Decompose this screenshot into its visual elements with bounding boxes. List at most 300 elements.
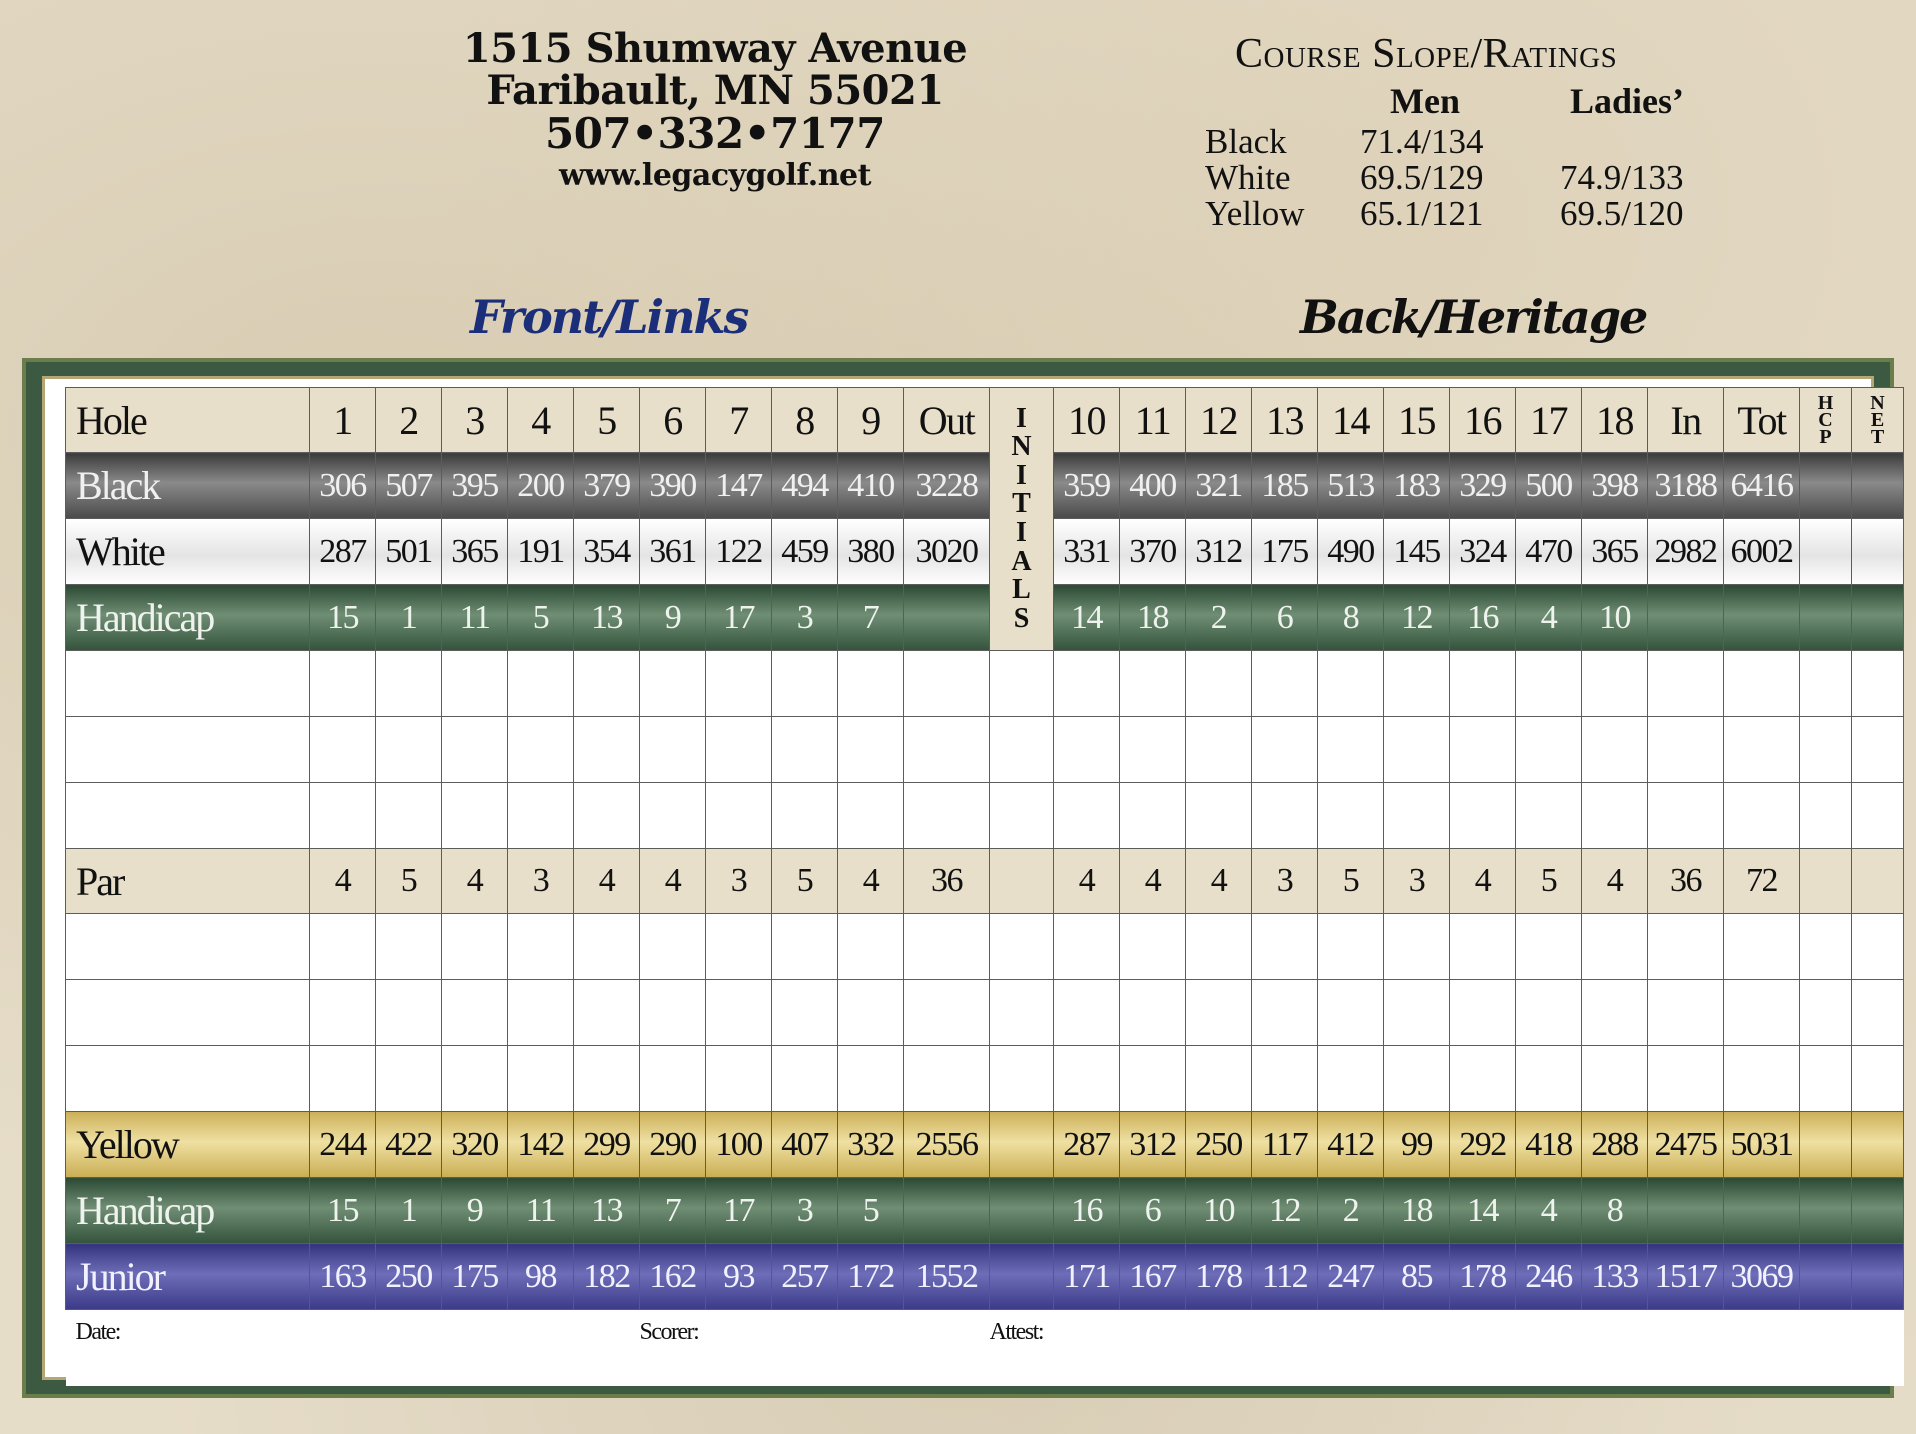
yardage-cell: 4 (640, 849, 706, 914)
score-cell (838, 717, 904, 783)
score-cell (310, 914, 376, 980)
score-cell (1516, 980, 1582, 1046)
score-cell (574, 980, 640, 1046)
score-cell (1852, 980, 1904, 1046)
score-cell (990, 783, 1054, 849)
score-cell (508, 1046, 574, 1112)
score-row (66, 980, 1904, 1046)
rating-row-black (1200, 122, 1720, 161)
score-cell (310, 980, 376, 1046)
in-total (1648, 1178, 1724, 1244)
yardage-cell: 380 (838, 519, 904, 585)
hole-number: 8 (772, 388, 838, 453)
in-label: In (1648, 388, 1724, 453)
out-total: 36 (904, 849, 990, 914)
score-cell (66, 914, 310, 980)
yardage-cell: 10 (1582, 585, 1648, 651)
score-cell (66, 783, 310, 849)
tee-name: Yellow (1205, 194, 1305, 233)
score-cell (1384, 651, 1450, 717)
phone: 507•332•7177 (545, 109, 885, 158)
yardage-cell: 290 (640, 1112, 706, 1178)
scorer-field (640, 1310, 990, 1387)
hole-number: 16 (1450, 388, 1516, 453)
score-cell (1516, 783, 1582, 849)
score-cell (990, 651, 1054, 717)
yardage-cell: 4 (838, 849, 904, 914)
score-cell (640, 717, 706, 783)
yardage-cell: 3 (1252, 849, 1318, 914)
score-cell (904, 980, 990, 1046)
men-rating: 65.1/121 (1360, 194, 1484, 233)
in-total: 2475 (1648, 1112, 1724, 1178)
yardage-cell: 244 (310, 1112, 376, 1178)
back-nine-title: Back/Heritage (1300, 290, 1647, 344)
score-cell (838, 1046, 904, 1112)
yardage-cell: 329 (1450, 453, 1516, 519)
yardage-cell: 175 (442, 1244, 508, 1310)
yardage-cell: 257 (772, 1244, 838, 1310)
score-cell (376, 980, 442, 1046)
row-label: Handicap (66, 585, 310, 651)
score-cell (640, 1046, 706, 1112)
score-row (66, 783, 1904, 849)
score-cell (1450, 980, 1516, 1046)
score-cell (1516, 914, 1582, 980)
scorecard-table (65, 387, 1904, 1386)
yardage-cell: 178 (1450, 1244, 1516, 1310)
score-cell (1054, 651, 1120, 717)
net-cell (1852, 585, 1904, 651)
net-cell (1852, 453, 1904, 519)
score-cell (376, 651, 442, 717)
ladies-rating: 69.5/120 (1560, 194, 1684, 233)
yardage-cell: 5 (508, 585, 574, 651)
out-label: Out (904, 388, 990, 453)
yardage-cell: 3 (706, 849, 772, 914)
score-cell (1852, 1046, 1904, 1112)
hole-number: 3 (442, 388, 508, 453)
in-total: 3188 (1648, 453, 1724, 519)
yardage-cell: 200 (508, 453, 574, 519)
score-cell (706, 1046, 772, 1112)
score-cell (442, 717, 508, 783)
score-cell (1318, 1046, 1384, 1112)
score-cell (66, 717, 310, 783)
score-cell (1852, 651, 1904, 717)
hole-number: 13 (1252, 388, 1318, 453)
yardage-cell: 112 (1252, 1244, 1318, 1310)
yardage-cell: 98 (508, 1244, 574, 1310)
yardage-cell: 185 (1252, 453, 1318, 519)
yardage-cell: 390 (640, 453, 706, 519)
yardage-cell: 365 (442, 519, 508, 585)
mens-handicap-row (66, 585, 1904, 651)
hole-row (66, 388, 1904, 453)
score-cell (1186, 914, 1252, 980)
score-cell (640, 914, 706, 980)
hole-number: 10 (1054, 388, 1120, 453)
yardage-cell: 13 (574, 585, 640, 651)
score-cell (706, 651, 772, 717)
score-cell (442, 651, 508, 717)
row-label: Par (66, 849, 310, 914)
score-cell (904, 1046, 990, 1112)
score-cell (640, 980, 706, 1046)
score-cell (1252, 980, 1318, 1046)
ladies-label: Ladies’ (1570, 81, 1685, 121)
initials-cell (990, 1178, 1054, 1244)
score-cell (1582, 980, 1648, 1046)
score-row (66, 717, 1904, 783)
score-cell (1120, 914, 1186, 980)
score-cell (442, 783, 508, 849)
score-cell (706, 717, 772, 783)
yardage-cell: 162 (640, 1244, 706, 1310)
yardage-cell: 5 (772, 849, 838, 914)
net-cell (1852, 1244, 1904, 1310)
score-cell (838, 783, 904, 849)
yardage-cell: 17 (706, 585, 772, 651)
yardage-cell: 247 (1318, 1244, 1384, 1310)
yardage-cell: 4 (1186, 849, 1252, 914)
yardage-cell: 122 (706, 519, 772, 585)
yardage-cell: 171 (1054, 1244, 1120, 1310)
hole-number: 18 (1582, 388, 1648, 453)
yardage-cell: 17 (706, 1178, 772, 1244)
handicap-cell (1800, 1112, 1852, 1178)
street: 1515 Shumway Avenue (462, 25, 968, 72)
yardage-cell: 292 (1450, 1112, 1516, 1178)
yardage-cell: 16 (1054, 1178, 1120, 1244)
score-cell (838, 914, 904, 980)
score-cell (1252, 717, 1318, 783)
yardage-cell: 15 (310, 585, 376, 651)
row-label: Junior (66, 1244, 310, 1310)
score-cell (1120, 980, 1186, 1046)
score-cell (508, 980, 574, 1046)
yardage-cell: 407 (772, 1112, 838, 1178)
score-cell (1186, 783, 1252, 849)
yardage-cell: 287 (1054, 1112, 1120, 1178)
yardage-cell: 175 (1252, 519, 1318, 585)
score-cell (1318, 783, 1384, 849)
yardage-cell: 8 (1318, 585, 1384, 651)
initials-cell (990, 1244, 1054, 1310)
yardage-cell: 422 (376, 1112, 442, 1178)
yardage-cell: 85 (1384, 1244, 1450, 1310)
scorer-label: Scorer: (639, 1319, 699, 1345)
grand-total: 3069 (1724, 1244, 1800, 1310)
yardage-cell: 321 (1186, 453, 1252, 519)
attest-label: Attest: (989, 1319, 1043, 1345)
yardage-cell: 4 (1516, 585, 1582, 651)
score-cell (1450, 651, 1516, 717)
yardage-cell: 5 (1516, 849, 1582, 914)
score-cell (1186, 717, 1252, 783)
yardage-cell: 10 (1186, 1178, 1252, 1244)
score-cell (1852, 717, 1904, 783)
yardage-cell: 379 (574, 453, 640, 519)
yardage-cell: 16 (1450, 585, 1516, 651)
score-cell (508, 783, 574, 849)
yardage-cell: 6 (1252, 585, 1318, 651)
hole-number: 6 (640, 388, 706, 453)
men-rating: 71.4/134 (1360, 122, 1484, 161)
score-cell (1800, 914, 1852, 980)
score-cell (1318, 651, 1384, 717)
tee-name: Black (1205, 122, 1287, 161)
yardage-cell: 410 (838, 453, 904, 519)
score-row (66, 651, 1904, 717)
score-cell (1800, 717, 1852, 783)
ratings-title: Course Slope/Ratings (1235, 31, 1618, 77)
score-cell (1120, 783, 1186, 849)
yardage-cell: 12 (1384, 585, 1450, 651)
score-cell (1450, 783, 1516, 849)
score-cell (1852, 914, 1904, 980)
yardage-cell: 6 (1120, 1178, 1186, 1244)
handicap-cell (1800, 849, 1852, 914)
yardage-cell: 172 (838, 1244, 904, 1310)
score-cell (1450, 914, 1516, 980)
yardage-cell: 9 (442, 1178, 508, 1244)
score-cell (1724, 783, 1800, 849)
score-cell (1516, 717, 1582, 783)
score-cell (1648, 717, 1724, 783)
score-cell (904, 914, 990, 980)
score-cell (1384, 980, 1450, 1046)
out-total: 1552 (904, 1244, 990, 1310)
scorecard-inner (42, 376, 1885, 1380)
score-cell (574, 1046, 640, 1112)
score-cell (990, 717, 1054, 783)
score-cell (772, 914, 838, 980)
score-cell (706, 980, 772, 1046)
grand-total (1724, 585, 1800, 651)
score-cell (1450, 717, 1516, 783)
score-cell (1054, 717, 1120, 783)
score-cell (66, 980, 310, 1046)
score-cell (1648, 651, 1724, 717)
yardage-cell: 13 (574, 1178, 640, 1244)
yardage-cell: 490 (1318, 519, 1384, 585)
score-cell (838, 651, 904, 717)
handicap-cell (1800, 1244, 1852, 1310)
score-cell (1648, 783, 1724, 849)
row-label: Handicap (66, 1178, 310, 1244)
course-slope-ratings (1200, 30, 1720, 233)
score-cell (772, 717, 838, 783)
score-cell (1252, 651, 1318, 717)
out-total (904, 585, 990, 651)
score-cell (442, 1046, 508, 1112)
front-nine-title: Front/Links (470, 290, 748, 344)
yardage-cell: 299 (574, 1112, 640, 1178)
ladies-handicap-row (66, 1178, 1904, 1244)
score-cell (990, 980, 1054, 1046)
score-cell (1186, 1046, 1252, 1112)
net-cell (1852, 849, 1904, 914)
yardage-cell: 99 (1384, 1112, 1450, 1178)
yardage-cell: 133 (1582, 1244, 1648, 1310)
initials-cell (990, 849, 1054, 914)
score-cell (1186, 980, 1252, 1046)
date-label: Date: (75, 1319, 120, 1345)
yardage-cell: 4 (1120, 849, 1186, 914)
yardage-cell: 320 (442, 1112, 508, 1178)
score-cell (640, 651, 706, 717)
yardage-cell: 459 (772, 519, 838, 585)
score-cell (904, 783, 990, 849)
yardage-cell: 513 (1318, 453, 1384, 519)
yardage-cell: 354 (574, 519, 640, 585)
in-total: 2982 (1648, 519, 1724, 585)
handicap-column-label: H C P (1800, 388, 1852, 453)
handicap-cell (1800, 585, 1852, 651)
yardage-cell: 14 (1450, 1178, 1516, 1244)
out-total: 3020 (904, 519, 990, 585)
score-cell (1054, 783, 1120, 849)
hole-number: 14 (1318, 388, 1384, 453)
yardage-cell: 163 (310, 1244, 376, 1310)
yardage-cell: 182 (574, 1244, 640, 1310)
score-row (66, 1046, 1904, 1112)
grand-total: 6416 (1724, 453, 1800, 519)
score-cell (1516, 1046, 1582, 1112)
score-cell (310, 717, 376, 783)
score-cell (1800, 1046, 1852, 1112)
yardage-cell: 412 (1318, 1112, 1384, 1178)
yardage-cell: 93 (706, 1244, 772, 1310)
hole-number: 4 (508, 388, 574, 453)
par-row (66, 849, 1904, 914)
score-cell (1648, 1046, 1724, 1112)
in-total: 1517 (1648, 1244, 1724, 1310)
score-cell (1800, 783, 1852, 849)
yardage-cell: 11 (442, 585, 508, 651)
initials-cell (990, 1112, 1054, 1178)
score-cell (1582, 783, 1648, 849)
score-cell (376, 783, 442, 849)
hole-number: 9 (838, 388, 904, 453)
yardage-cell: 288 (1582, 1112, 1648, 1178)
yardage-cell: 18 (1384, 1178, 1450, 1244)
yardage-cell: 3 (508, 849, 574, 914)
yardage-cell: 3 (772, 585, 838, 651)
yardage-cell: 306 (310, 453, 376, 519)
hole-number: 11 (1120, 388, 1186, 453)
yardage-cell: 494 (772, 453, 838, 519)
score-cell (1120, 717, 1186, 783)
score-cell (574, 914, 640, 980)
score-cell (1054, 1046, 1120, 1112)
yardage-cell: 12 (1252, 1178, 1318, 1244)
yardage-cell: 191 (508, 519, 574, 585)
score-cell (508, 651, 574, 717)
ladies-rating: 74.9/133 (1560, 158, 1684, 197)
yardage-cell: 4 (1450, 849, 1516, 914)
yardage-cell: 2 (1186, 585, 1252, 651)
grand-total: 5031 (1724, 1112, 1800, 1178)
score-cell (1252, 783, 1318, 849)
score-cell (1384, 717, 1450, 783)
grand-total: 72 (1724, 849, 1800, 914)
yardage-cell: 1 (376, 1178, 442, 1244)
out-total: 3228 (904, 453, 990, 519)
score-cell (838, 980, 904, 1046)
black-tee-row (66, 453, 1904, 519)
tee-name: White (1205, 158, 1291, 197)
score-cell (772, 783, 838, 849)
white-tee-row (66, 519, 1904, 585)
yardage-cell: 5 (838, 1178, 904, 1244)
score-cell (1800, 980, 1852, 1046)
yardage-cell: 501 (376, 519, 442, 585)
yellow-tee-row (66, 1112, 1904, 1178)
score-cell (310, 1046, 376, 1112)
score-cell (1582, 651, 1648, 717)
yardage-cell: 418 (1516, 1112, 1582, 1178)
yardage-cell: 470 (1516, 519, 1582, 585)
date-field (66, 1310, 640, 1387)
yardage-cell: 15 (310, 1178, 376, 1244)
city: Faribault, MN 55021 (486, 67, 944, 114)
yardage-cell: 8 (1582, 1178, 1648, 1244)
yardage-cell: 1 (376, 585, 442, 651)
junior-tee-row (66, 1244, 1904, 1310)
yardage-cell: 142 (508, 1112, 574, 1178)
yardage-cell: 9 (640, 585, 706, 651)
score-cell (1384, 1046, 1450, 1112)
attest-field (990, 1310, 1904, 1387)
score-cell (1252, 914, 1318, 980)
website: www.legacygolf.net (559, 158, 871, 194)
yardage-cell: 7 (838, 585, 904, 651)
score-cell (1450, 1046, 1516, 1112)
hole-number: 12 (1186, 388, 1252, 453)
yardage-cell: 4 (1516, 1178, 1582, 1244)
score-cell (442, 914, 508, 980)
yardage-cell: 147 (706, 453, 772, 519)
score-cell (1724, 980, 1800, 1046)
handicap-cell (1800, 1178, 1852, 1244)
yardage-cell: 3 (772, 1178, 838, 1244)
score-cell (1724, 1046, 1800, 1112)
yardage-cell: 287 (310, 519, 376, 585)
yardage-cell: 400 (1120, 453, 1186, 519)
score-cell (1318, 980, 1384, 1046)
row-label: Yellow (66, 1112, 310, 1178)
row-label: White (66, 519, 310, 585)
score-cell (574, 783, 640, 849)
score-cell (66, 651, 310, 717)
score-cell (990, 914, 1054, 980)
out-total: 2556 (904, 1112, 990, 1178)
yardage-cell: 145 (1384, 519, 1450, 585)
row-label: Black (66, 453, 310, 519)
score-cell (640, 783, 706, 849)
yardage-cell: 359 (1054, 453, 1120, 519)
yardage-cell: 7 (640, 1178, 706, 1244)
course-address (400, 25, 1030, 194)
score-cell (706, 914, 772, 980)
score-cell (1648, 980, 1724, 1046)
score-cell (1800, 651, 1852, 717)
handicap-cell (1800, 453, 1852, 519)
score-cell (772, 1046, 838, 1112)
score-cell (508, 914, 574, 980)
